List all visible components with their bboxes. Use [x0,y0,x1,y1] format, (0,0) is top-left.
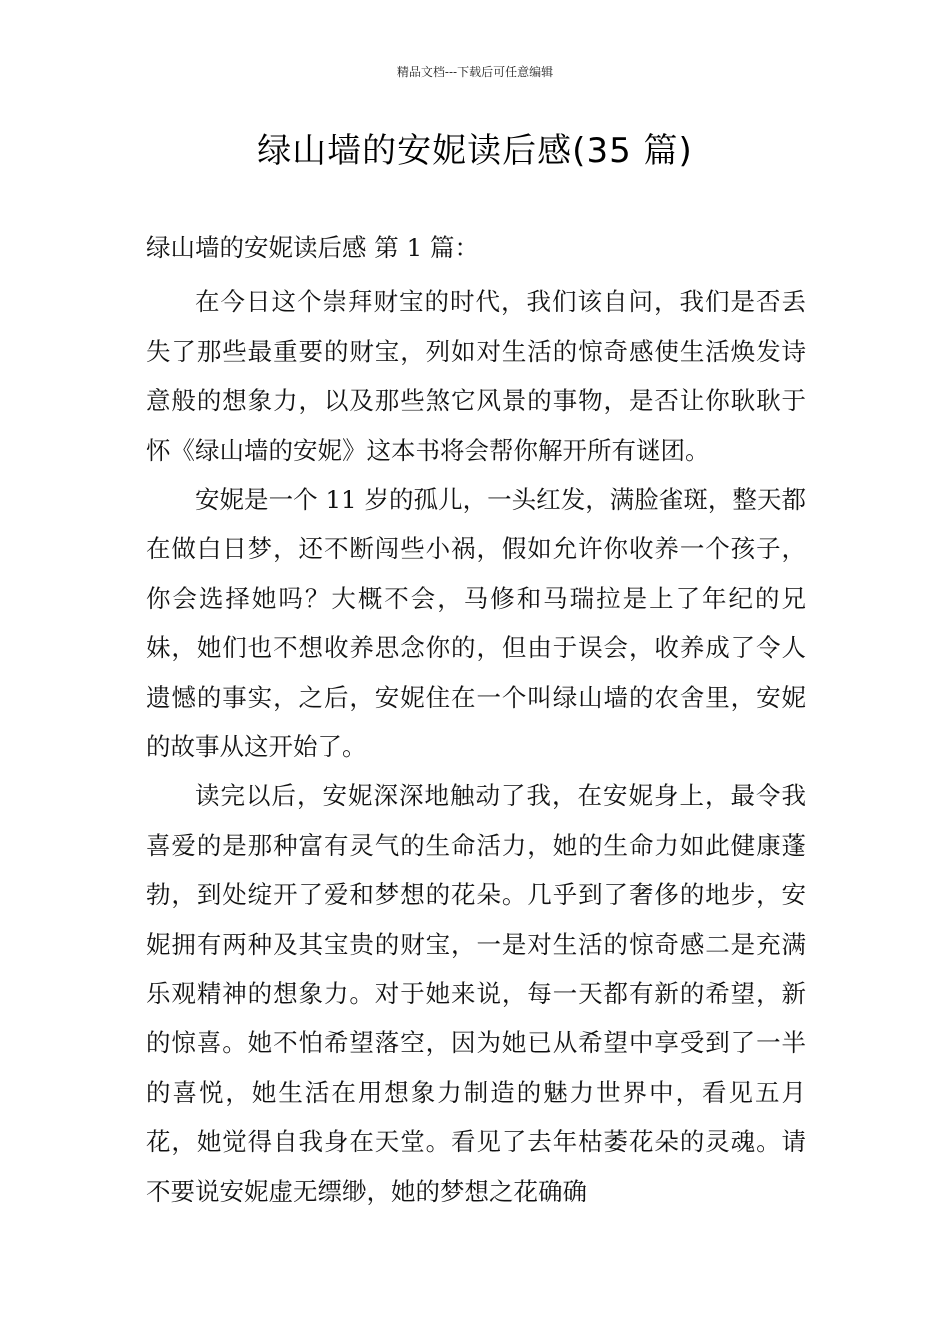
paragraph-3: 读完以后，安妮深深地触动了我，在安妮身上，最令我喜爱的是那种富有灵气的生命活力，她的生命力如此健康蓬勃，到处绽开了爱和梦想的花朵。几乎到了奢侈的地步，安妮拥有两种及其宝贵的财宝，一是对生活的惊奇感二是充满乐观精神的想象力。对于她来说，每一天都有新的希望，新的惊喜。她不怕希望落空，因为她已从希望中享受到了一半的喜悦，她生活在用想象力制造的魅力世界中，看见五月花，她觉得自我身在天堂。看见了去年枯萎花朵的灵魂。请不要说安妮虚无缥缈，她的梦想之花确确 [146,781,806,1206]
document-title: 绿山墙的安妮读后感(35 篇) [257,131,693,171]
paragraph-2: 安妮是一个 11 岁的孤儿，一头红发，满脸雀斑，整天都在做白日梦，还不断闯些小祸，假如允许你收养一个孩子，你会选择她吗？大概不会，马修和马瑞拉是上了年纪的兄妹，她们也不想收养思念你的，但由于误会，收养成了令人遗憾的事实，之后，安妮住在一个叫绿山墙的农舍里，安妮的故事从这开始了。 [146,485,806,762]
document-body [146,223,806,1216]
section-heading: 绿山墙的安妮读后感 第 1 篇： [146,233,479,262]
page-header: 精品文档---下载后可任意编辑 [396,65,554,79]
paragraph-1: 在今日这个崇拜财宝的时代，我们该自问，我们是否丢失了那些最重要的财宝，列如对生活的惊奇感使生活焕发诗意般的想象力，以及那些煞它风景的事物，是否让你耿耿于怀《绿山墙的安妮》这本书将会帮你解开所有谜团。 [146,287,806,465]
